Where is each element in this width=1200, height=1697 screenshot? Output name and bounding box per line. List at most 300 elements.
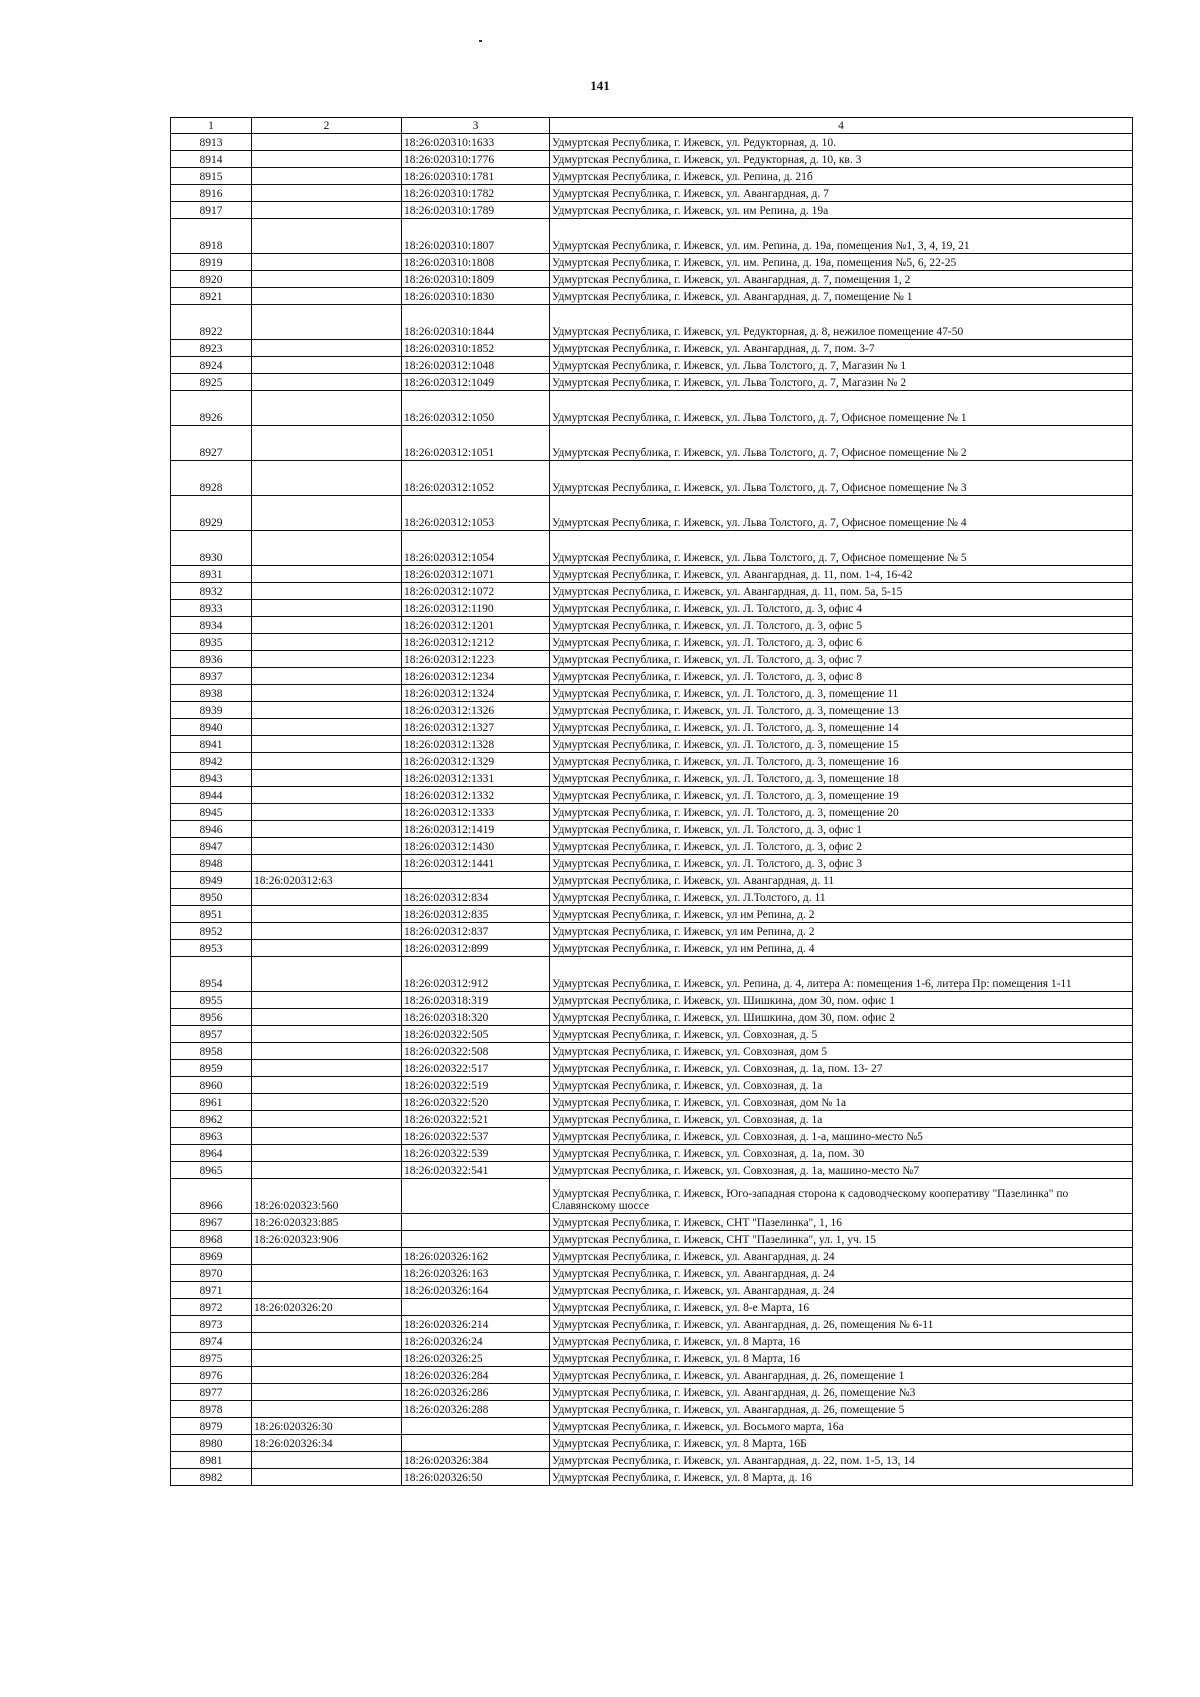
table-row <box>171 992 1133 1009</box>
premises-cadastral-number: 18:26:020312:1201 <box>402 617 550 634</box>
premises-cadastral-number <box>402 872 550 889</box>
row-number: 8922 <box>171 305 252 340</box>
row-number: 8923 <box>171 340 252 357</box>
land-cadastral-number: 18:26:020326:34 <box>252 1435 402 1452</box>
row-number: 8943 <box>171 770 252 787</box>
row-number: 8936 <box>171 651 252 668</box>
table-row <box>171 391 1133 426</box>
land-cadastral-number <box>252 134 402 151</box>
premises-cadastral-number: 18:26:020312:837 <box>402 923 550 940</box>
row-number: 8940 <box>171 719 252 736</box>
address: Удмуртская Республика, г. Ижевск, ул. Редукторная, д. 10. <box>550 134 1133 151</box>
table-row <box>171 185 1133 202</box>
table-row <box>171 1162 1133 1179</box>
header-col-2: 2 <box>252 118 402 134</box>
table-row <box>171 134 1133 151</box>
table-row <box>171 151 1133 168</box>
premises-cadastral-number: 18:26:020312:1052 <box>402 461 550 496</box>
table-row <box>171 1111 1133 1128</box>
row-number: 8964 <box>171 1145 252 1162</box>
table-row <box>171 634 1133 651</box>
row-number: 8939 <box>171 702 252 719</box>
address: Удмуртская Республика, г. Ижевск, ул. Совхозная, д. 1-а, машино-место №5 <box>550 1128 1133 1145</box>
header-col-3: 3 <box>402 118 550 134</box>
address: Удмуртская Республика, г. Ижевск, ул. Авангардная, д. 26, помещение №3 <box>550 1384 1133 1401</box>
row-number: 8965 <box>171 1162 252 1179</box>
premises-cadastral-number: 18:26:020310:1633 <box>402 134 550 151</box>
premises-cadastral-number: 18:26:020310:1808 <box>402 254 550 271</box>
row-number: 8921 <box>171 288 252 305</box>
table-row <box>171 1026 1133 1043</box>
table-row <box>171 923 1133 940</box>
land-cadastral-number <box>252 685 402 702</box>
address: Удмуртская Республика, г. Ижевск, ул. Льва Толстого, д. 7, Офисное помещение № 5 <box>550 531 1133 566</box>
premises-cadastral-number: 18:26:020322:539 <box>402 1145 550 1162</box>
table-row <box>171 254 1133 271</box>
table-row <box>171 685 1133 702</box>
table-row <box>171 1043 1133 1060</box>
land-cadastral-number <box>252 202 402 219</box>
table-row <box>171 1452 1133 1469</box>
address: Удмуртская Республика, г. Ижевск, ул. Л. Толстого, д. 3, офис 5 <box>550 617 1133 634</box>
land-cadastral-number <box>252 357 402 374</box>
table-row <box>171 1094 1133 1111</box>
land-cadastral-number <box>252 753 402 770</box>
premises-cadastral-number: 18:26:020326:24 <box>402 1333 550 1350</box>
row-number: 8918 <box>171 219 252 254</box>
premises-cadastral-number: 18:26:020312:1190 <box>402 600 550 617</box>
address: Удмуртская Республика, г. Ижевск, ул. Л. Толстого, д. 3, помещение 20 <box>550 804 1133 821</box>
table-row <box>171 702 1133 719</box>
address: Удмуртская Республика, г. Ижевск, ул. Л.Толстого, д. 11 <box>550 889 1133 906</box>
row-number: 8981 <box>171 1452 252 1469</box>
row-number: 8916 <box>171 185 252 202</box>
land-cadastral-number <box>252 1316 402 1333</box>
land-cadastral-number <box>252 1009 402 1026</box>
address: Удмуртская Республика, г. Ижевск, ул. Совхозная, д. 1а, пом. 30 <box>550 1145 1133 1162</box>
premises-cadastral-number <box>402 1418 550 1435</box>
premises-cadastral-number: 18:26:020310:1844 <box>402 305 550 340</box>
premises-cadastral-number: 18:26:020326:286 <box>402 1384 550 1401</box>
table-row <box>171 617 1133 634</box>
address: Удмуртская Республика, г. Ижевск, ул. Л. Толстого, д. 3, офис 6 <box>550 634 1133 651</box>
address: Удмуртская Республика, г. Ижевск, ул. Л. Толстого, д. 3, помещение 11 <box>550 685 1133 702</box>
header-col-1: 1 <box>171 118 252 134</box>
premises-cadastral-number: 18:26:020312:1430 <box>402 838 550 855</box>
row-number: 8979 <box>171 1418 252 1435</box>
premises-cadastral-number: 18:26:020312:1048 <box>402 357 550 374</box>
table-row <box>171 1418 1133 1435</box>
table-row <box>171 1384 1133 1401</box>
premises-cadastral-number <box>402 1214 550 1231</box>
premises-cadastral-number: 18:26:020310:1776 <box>402 151 550 168</box>
premises-cadastral-number: 18:26:020326:163 <box>402 1265 550 1282</box>
registry-table <box>170 117 1133 1486</box>
premises-cadastral-number: 18:26:020312:1071 <box>402 566 550 583</box>
premises-cadastral-number: 18:26:020312:1049 <box>402 374 550 391</box>
land-cadastral-number <box>252 1162 402 1179</box>
table-row <box>171 1060 1133 1077</box>
address: Удмуртская Республика, г. Ижевск, ул. Репина, д. 4, литера А: помещения 1-6, литера Пр: помещения 1-11 <box>550 957 1133 992</box>
address: Удмуртская Республика, г. Ижевск, ул. им. Репина, д. 19а, помещения №1, 3, 4, 19, 21 <box>550 219 1133 254</box>
row-number: 8959 <box>171 1060 252 1077</box>
premises-cadastral-number <box>402 1435 550 1452</box>
row-number: 8925 <box>171 374 252 391</box>
address: Удмуртская Республика, г. Ижевск, ул. Совхозная, д. 1а, машино-место №7 <box>550 1162 1133 1179</box>
row-number: 8944 <box>171 787 252 804</box>
row-number: 8951 <box>171 906 252 923</box>
table-row <box>171 1401 1133 1418</box>
premises-cadastral-number: 18:26:020322:519 <box>402 1077 550 1094</box>
address: Удмуртская Республика, г. Ижевск, ул. Л. Толстого, д. 3, помещение 16 <box>550 753 1133 770</box>
premises-cadastral-number: 18:26:020310:1809 <box>402 271 550 288</box>
land-cadastral-number <box>252 719 402 736</box>
land-cadastral-number <box>252 254 402 271</box>
premises-cadastral-number: 18:26:020322:505 <box>402 1026 550 1043</box>
land-cadastral-number <box>252 906 402 923</box>
row-number: 8953 <box>171 940 252 957</box>
table-row <box>171 1469 1133 1486</box>
premises-cadastral-number: 18:26:020312:835 <box>402 906 550 923</box>
premises-cadastral-number: 18:26:020312:912 <box>402 957 550 992</box>
premises-cadastral-number: 18:26:020312:1324 <box>402 685 550 702</box>
land-cadastral-number <box>252 889 402 906</box>
premises-cadastral-number <box>402 1299 550 1316</box>
address: Удмуртская Республика, г. Ижевск, ул. Совхозная, дом 5 <box>550 1043 1133 1060</box>
table-row <box>171 651 1133 668</box>
premises-cadastral-number: 18:26:020310:1781 <box>402 168 550 185</box>
address: Удмуртская Республика, г. Ижевск, ул. Л. Толстого, д. 3, помещение 13 <box>550 702 1133 719</box>
land-cadastral-number <box>252 271 402 288</box>
table-row <box>171 271 1133 288</box>
land-cadastral-number <box>252 651 402 668</box>
address: Удмуртская Республика, г. Ижевск, ул. 8 Марта, 16Б <box>550 1435 1133 1452</box>
address: Удмуртская Республика, г. Ижевск, ул. Совхозная, д. 1а <box>550 1111 1133 1128</box>
land-cadastral-number <box>252 668 402 685</box>
land-cadastral-number <box>252 1282 402 1299</box>
row-number: 8954 <box>171 957 252 992</box>
land-cadastral-number: 18:26:020323:906 <box>252 1231 402 1248</box>
table-row <box>171 531 1133 566</box>
table-row <box>171 1009 1133 1026</box>
premises-cadastral-number: 18:26:020312:1051 <box>402 426 550 461</box>
premises-cadastral-number: 18:26:020326:214 <box>402 1316 550 1333</box>
row-number: 8970 <box>171 1265 252 1282</box>
row-number: 8924 <box>171 357 252 374</box>
premises-cadastral-number: 18:26:020310:1852 <box>402 340 550 357</box>
table-row <box>171 357 1133 374</box>
land-cadastral-number <box>252 1384 402 1401</box>
premises-cadastral-number: 18:26:020322:541 <box>402 1162 550 1179</box>
table-row <box>171 219 1133 254</box>
land-cadastral-number <box>252 461 402 496</box>
address: Удмуртская Республика, г. Ижевск, ул. Авангардная, д. 24 <box>550 1265 1133 1282</box>
premises-cadastral-number: 18:26:020312:1329 <box>402 753 550 770</box>
table-row <box>171 1145 1133 1162</box>
address: Удмуртская Республика, г. Ижевск, ул. Л. Толстого, д. 3, офис 3 <box>550 855 1133 872</box>
table-row <box>171 1299 1133 1316</box>
land-cadastral-number <box>252 496 402 531</box>
premises-cadastral-number: 18:26:020312:1234 <box>402 668 550 685</box>
row-number: 8947 <box>171 838 252 855</box>
address: Удмуртская Республика, г. Ижевск, ул. Льва Толстого, д. 7, Офисное помещение № 1 <box>550 391 1133 426</box>
land-cadastral-number <box>252 340 402 357</box>
land-cadastral-number <box>252 305 402 340</box>
row-number: 8967 <box>171 1214 252 1231</box>
premises-cadastral-number: 18:26:020312:1331 <box>402 770 550 787</box>
row-number: 8938 <box>171 685 252 702</box>
address: Удмуртская Республика, г. Ижевск, ул. Льва Толстого, д. 7, Магазин № 1 <box>550 357 1133 374</box>
premises-cadastral-number: 18:26:020312:1223 <box>402 651 550 668</box>
premises-cadastral-number: 18:26:020312:1054 <box>402 531 550 566</box>
table-row <box>171 957 1133 992</box>
row-number: 8961 <box>171 1094 252 1111</box>
land-cadastral-number <box>252 391 402 426</box>
land-cadastral-number <box>252 168 402 185</box>
table-row <box>171 1248 1133 1265</box>
premises-cadastral-number: 18:26:020322:508 <box>402 1043 550 1060</box>
premises-cadastral-number: 18:26:020312:1327 <box>402 719 550 736</box>
address: Удмуртская Республика, г. Ижевск, ул. Л. Толстого, д. 3, офис 2 <box>550 838 1133 855</box>
row-number: 8919 <box>171 254 252 271</box>
table-row <box>171 583 1133 600</box>
premises-cadastral-number: 18:26:020322:537 <box>402 1128 550 1145</box>
table-row <box>171 496 1133 531</box>
address: Удмуртская Республика, г. Ижевск, ул. Авангардная, д. 7 <box>550 185 1133 202</box>
premises-cadastral-number: 18:26:020312:1333 <box>402 804 550 821</box>
row-number: 8935 <box>171 634 252 651</box>
row-number: 8915 <box>171 168 252 185</box>
row-number: 8955 <box>171 992 252 1009</box>
address: Удмуртская Республика, г. Ижевск, ул. Авангардная, д. 26, помещение 1 <box>550 1367 1133 1384</box>
address: Удмуртская Республика, г. Ижевск, ул. Л. Толстого, д. 3, офис 8 <box>550 668 1133 685</box>
land-cadastral-number <box>252 151 402 168</box>
row-number: 8948 <box>171 855 252 872</box>
row-number: 8963 <box>171 1128 252 1145</box>
page-number: 141 <box>590 78 610 93</box>
table-row <box>171 340 1133 357</box>
premises-cadastral-number: 18:26:020318:320 <box>402 1009 550 1026</box>
row-number: 8927 <box>171 426 252 461</box>
row-number: 8945 <box>171 804 252 821</box>
table-row <box>171 1214 1133 1231</box>
table-row <box>171 1316 1133 1333</box>
table-row <box>171 374 1133 391</box>
land-cadastral-number <box>252 426 402 461</box>
premises-cadastral-number: 18:26:020326:25 <box>402 1350 550 1367</box>
address: Удмуртская Республика, г. Ижевск, ул. Авангардная, д. 22, пом. 1-5, 13, 14 <box>550 1452 1133 1469</box>
land-cadastral-number <box>252 288 402 305</box>
table-row <box>171 855 1133 872</box>
address: Удмуртская Республика, г. Ижевск, ул им Репина, д. 2 <box>550 923 1133 940</box>
row-number: 8973 <box>171 1316 252 1333</box>
premises-cadastral-number: 18:26:020326:50 <box>402 1469 550 1486</box>
premises-cadastral-number <box>402 1179 550 1214</box>
row-number: 8966 <box>171 1179 252 1214</box>
address: Удмуртская Республика, г. Ижевск, ул. Совхозная, д. 1а <box>550 1077 1133 1094</box>
land-cadastral-number <box>252 1452 402 1469</box>
land-cadastral-number <box>252 583 402 600</box>
row-number: 8934 <box>171 617 252 634</box>
row-number: 8977 <box>171 1384 252 1401</box>
premises-cadastral-number: 18:26:020326:284 <box>402 1367 550 1384</box>
row-number: 8978 <box>171 1401 252 1418</box>
land-cadastral-number <box>252 1128 402 1145</box>
land-cadastral-number <box>252 1145 402 1162</box>
land-cadastral-number <box>252 923 402 940</box>
table-row <box>171 804 1133 821</box>
table-row <box>171 1282 1133 1299</box>
premises-cadastral-number: 18:26:020312:1212 <box>402 634 550 651</box>
header-col-4: 4 <box>550 118 1133 134</box>
table-row <box>171 1333 1133 1350</box>
address: Удмуртская Республика, г. Ижевск, ул. Л. Толстого, д. 3, помещение 19 <box>550 787 1133 804</box>
premises-cadastral-number: 18:26:020310:1789 <box>402 202 550 219</box>
land-cadastral-number <box>252 185 402 202</box>
table-row <box>171 1231 1133 1248</box>
land-cadastral-number <box>252 702 402 719</box>
row-number: 8968 <box>171 1231 252 1248</box>
table-row <box>171 668 1133 685</box>
table-row <box>171 1350 1133 1367</box>
row-number: 8914 <box>171 151 252 168</box>
premises-cadastral-number: 18:26:020310:1782 <box>402 185 550 202</box>
premises-cadastral-number: 18:26:020312:1326 <box>402 702 550 719</box>
land-cadastral-number: 18:26:020326:20 <box>252 1299 402 1316</box>
address: Удмуртская Республика, г. Ижевск, ул. Льва Толстого, д. 7, Офисное помещение № 3 <box>550 461 1133 496</box>
land-cadastral-number <box>252 736 402 753</box>
premises-cadastral-number: 18:26:020312:1419 <box>402 821 550 838</box>
land-cadastral-number: 18:26:020323:560 <box>252 1179 402 1214</box>
land-cadastral-number <box>252 1111 402 1128</box>
address: Удмуртская Республика, г. Ижевск, ул. Л. Толстого, д. 3, офис 1 <box>550 821 1133 838</box>
premises-cadastral-number: 18:26:020312:1050 <box>402 391 550 426</box>
row-number: 8917 <box>171 202 252 219</box>
table-row <box>171 426 1133 461</box>
land-cadastral-number <box>252 821 402 838</box>
premises-cadastral-number: 18:26:020312:1328 <box>402 736 550 753</box>
address: Удмуртская Республика, г. Ижевск, ул. Л. Толстого, д. 3, помещение 15 <box>550 736 1133 753</box>
row-number: 8931 <box>171 566 252 583</box>
address: Удмуртская Республика, г. Ижевск, СНТ "Пазелинка", 1, 16 <box>550 1214 1133 1231</box>
row-number: 8920 <box>171 271 252 288</box>
table-row <box>171 719 1133 736</box>
address: Удмуртская Республика, г. Ижевск, Юго-западная сторона к садоводческому кооперативу "Пазелинка" по Славянскому шоссе <box>550 1179 1133 1214</box>
premises-cadastral-number: 18:26:020310:1830 <box>402 288 550 305</box>
address: Удмуртская Республика, г. Ижевск, ул. Авангардная, д. 24 <box>550 1248 1133 1265</box>
table-row <box>171 1265 1133 1282</box>
address: Удмуртская Республика, г. Ижевск, ул. Л. Толстого, д. 3, помещение 18 <box>550 770 1133 787</box>
address: Удмуртская Республика, г. Ижевск, ул. Авангардная, д. 11 <box>550 872 1133 889</box>
address: Удмуртская Республика, г. Ижевск, ул. Шишкина, дом 30, пом. офис 2 <box>550 1009 1133 1026</box>
address: Удмуртская Республика, г. Ижевск, ул. 8 Марта, 16 <box>550 1333 1133 1350</box>
land-cadastral-number <box>252 1248 402 1265</box>
land-cadastral-number <box>252 219 402 254</box>
table-row <box>171 168 1133 185</box>
land-cadastral-number: 18:26:020312:63 <box>252 872 402 889</box>
row-number: 8933 <box>171 600 252 617</box>
address: Удмуртская Республика, г. Ижевск, ул. Льва Толстого, д. 7, Офисное помещение № 4 <box>550 496 1133 531</box>
address: Удмуртская Республика, г. Ижевск, ул им Репина, д. 4 <box>550 940 1133 957</box>
address: Удмуртская Республика, г. Ижевск, ул. Авангардная, д. 26, помещение 5 <box>550 1401 1133 1418</box>
land-cadastral-number <box>252 617 402 634</box>
address: Удмуртская Республика, г. Ижевск, ул. Льва Толстого, д. 7, Магазин № 2 <box>550 374 1133 391</box>
table-row <box>171 940 1133 957</box>
land-cadastral-number <box>252 1469 402 1486</box>
row-number: 8950 <box>171 889 252 906</box>
land-cadastral-number: 18:26:020326:30 <box>252 1418 402 1435</box>
row-number: 8960 <box>171 1077 252 1094</box>
land-cadastral-number <box>252 940 402 957</box>
premises-cadastral-number: 18:26:020322:521 <box>402 1111 550 1128</box>
address: Удмуртская Республика, г. Ижевск, ул. Авангардная, д. 7, помещения 1, 2 <box>550 271 1133 288</box>
land-cadastral-number <box>252 1094 402 1111</box>
row-number: 8930 <box>171 531 252 566</box>
address: Удмуртская Республика, г. Ижевск, СНТ "Пазелинка", ул. 1, уч. 15 <box>550 1231 1133 1248</box>
row-number: 8975 <box>171 1350 252 1367</box>
address: Удмуртская Республика, г. Ижевск, ул. 8 Марта, д. 16 <box>550 1469 1133 1486</box>
premises-cadastral-number: 18:26:020326:384 <box>402 1452 550 1469</box>
row-number: 8946 <box>171 821 252 838</box>
row-number: 8972 <box>171 1299 252 1316</box>
address: Удмуртская Республика, г. Ижевск, ул. Авангардная, д. 7, пом. 3-7 <box>550 340 1133 357</box>
table-row <box>171 753 1133 770</box>
row-number: 8926 <box>171 391 252 426</box>
address: Удмуртская Республика, г. Ижевск, ул. Авангардная, д. 26, помещения № 6-11 <box>550 1316 1133 1333</box>
table-header <box>171 118 1133 134</box>
row-number: 8952 <box>171 923 252 940</box>
row-number: 8941 <box>171 736 252 753</box>
premises-cadastral-number: 18:26:020312:1072 <box>402 583 550 600</box>
premises-cadastral-number: 18:26:020326:288 <box>402 1401 550 1418</box>
address: Удмуртская Республика, г. Ижевск, ул. Льва Толстого, д. 7, Офисное помещение № 2 <box>550 426 1133 461</box>
land-cadastral-number <box>252 787 402 804</box>
premises-cadastral-number: 18:26:020310:1807 <box>402 219 550 254</box>
table-row <box>171 566 1133 583</box>
premises-cadastral-number: 18:26:020318:319 <box>402 992 550 1009</box>
table-row <box>171 288 1133 305</box>
land-cadastral-number <box>252 992 402 1009</box>
land-cadastral-number <box>252 531 402 566</box>
scan-speck <box>479 40 482 42</box>
address: Удмуртская Республика, г. Ижевск, ул им Репина, д. 2 <box>550 906 1133 923</box>
address: Удмуртская Республика, г. Ижевск, ул. Л. Толстого, д. 3, офис 4 <box>550 600 1133 617</box>
address: Удмуртская Республика, г. Ижевск, ул. Редукторная, д. 8, нежилое помещение 47-50 <box>550 305 1133 340</box>
land-cadastral-number <box>252 1401 402 1418</box>
address: Удмуртская Республика, г. Ижевск, ул. 8-е Марта, 16 <box>550 1299 1133 1316</box>
table-row <box>171 461 1133 496</box>
land-cadastral-number <box>252 770 402 787</box>
land-cadastral-number <box>252 1367 402 1384</box>
row-number: 8937 <box>171 668 252 685</box>
row-number: 8980 <box>171 1435 252 1452</box>
address: Удмуртская Республика, г. Ижевск, ул. им. Репина, д. 19а, помещения №5, 6, 22-25 <box>550 254 1133 271</box>
land-cadastral-number <box>252 838 402 855</box>
table-body <box>171 134 1133 1486</box>
land-cadastral-number <box>252 957 402 992</box>
land-cadastral-number <box>252 1265 402 1282</box>
address: Удмуртская Республика, г. Ижевск, ул. Восьмого марта, 16а <box>550 1418 1133 1435</box>
table-row <box>171 1179 1133 1214</box>
table-row <box>171 906 1133 923</box>
table-row <box>171 1367 1133 1384</box>
table-row <box>171 1128 1133 1145</box>
address: Удмуртская Республика, г. Ижевск, ул. Репина, д. 21б <box>550 168 1133 185</box>
table-row <box>171 838 1133 855</box>
table-row <box>171 1077 1133 1094</box>
table-row <box>171 202 1133 219</box>
land-cadastral-number <box>252 1077 402 1094</box>
